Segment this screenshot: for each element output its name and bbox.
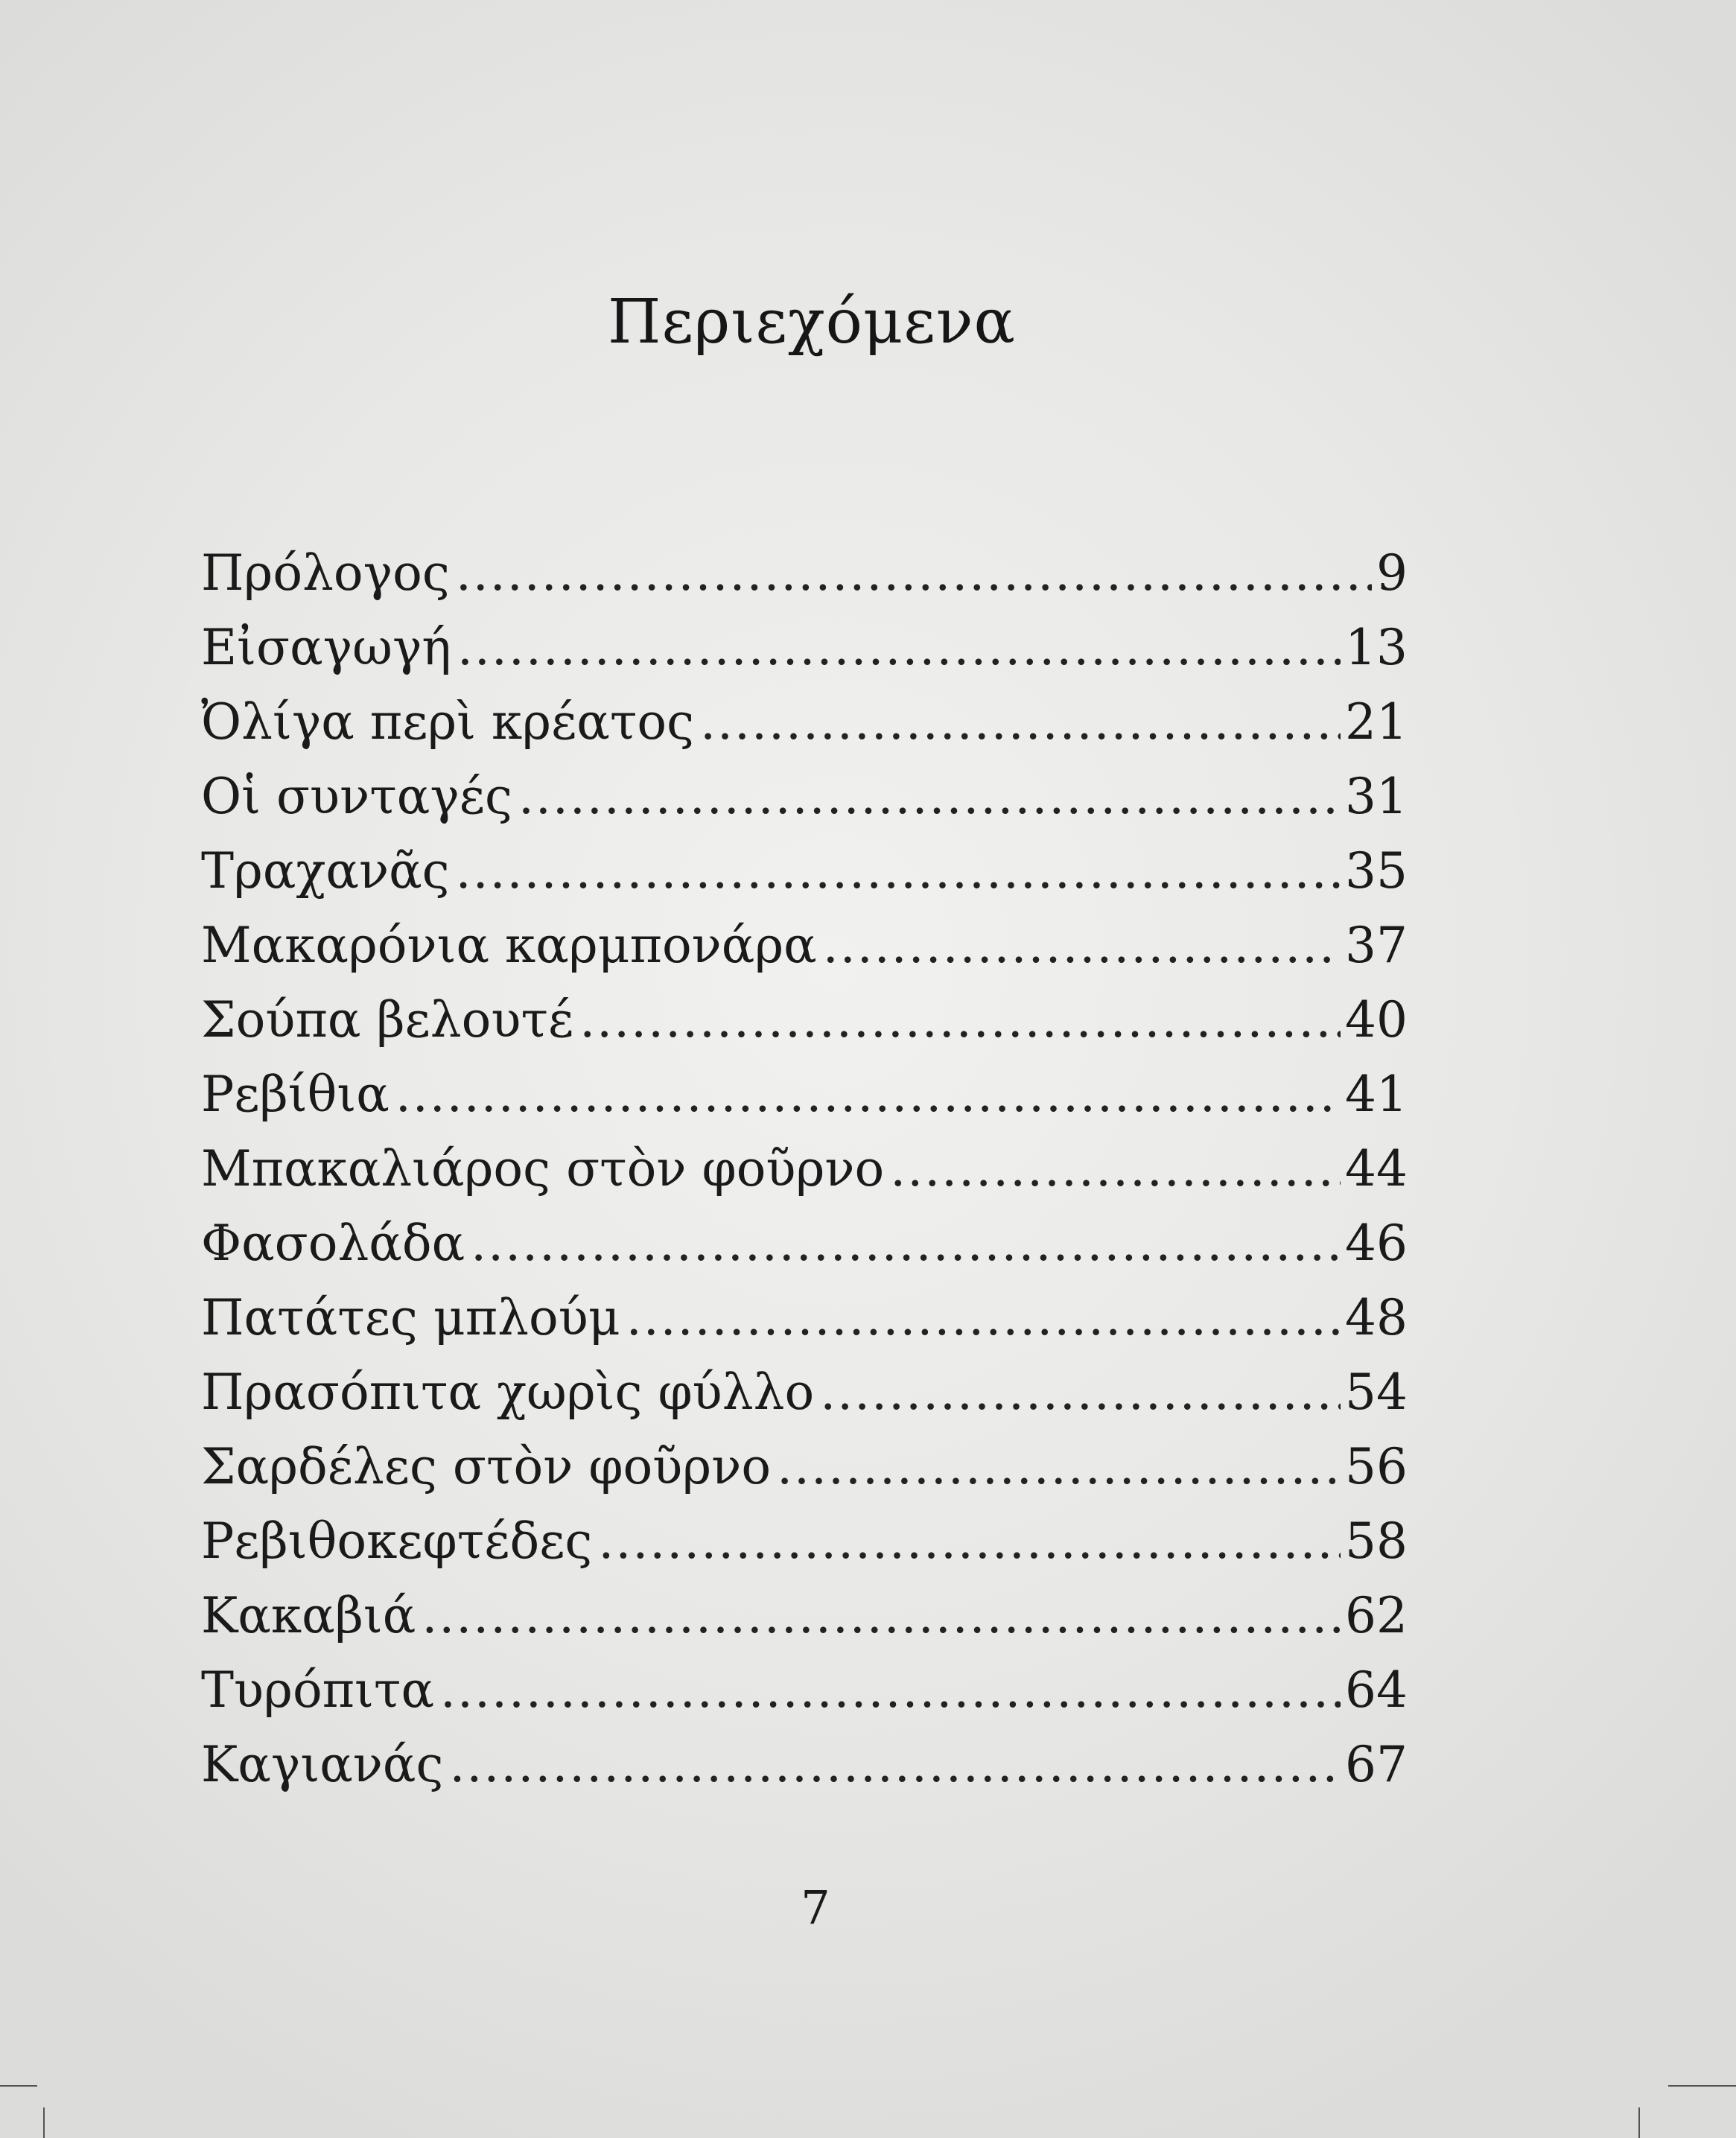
table-of-contents xyxy=(201,536,1408,1802)
toc-entry-page: 62 xyxy=(1345,1587,1408,1644)
toc-entry-title: Τραχανᾶς xyxy=(201,842,450,900)
page-title: Περιεχόμενα xyxy=(608,287,1016,357)
toc-entry xyxy=(201,1281,1408,1355)
toc-entry xyxy=(201,685,1408,760)
crop-tick-right xyxy=(1638,2107,1640,2138)
toc-leader-dots xyxy=(457,611,1341,685)
toc-entry-page: 37 xyxy=(1345,917,1408,974)
toc-leader-dots xyxy=(598,1504,1341,1579)
toc-entry-page: 48 xyxy=(1345,1289,1408,1346)
toc-entry-page: 13 xyxy=(1345,619,1408,676)
toc-entry xyxy=(201,1206,1408,1281)
toc-leader-dots xyxy=(471,1206,1341,1281)
toc-entry xyxy=(201,1579,1408,1653)
toc-entry-page: 31 xyxy=(1345,768,1408,825)
toc-entry-page: 44 xyxy=(1345,1140,1408,1197)
toc-entry xyxy=(201,1355,1408,1430)
toc-leader-dots xyxy=(456,536,1372,611)
toc-entry-page: 21 xyxy=(1345,693,1408,751)
toc-entry xyxy=(201,536,1408,611)
toc-entry-title: Πατάτες μπλούμ xyxy=(201,1289,620,1346)
toc-entry-page: 46 xyxy=(1345,1215,1408,1272)
toc-entry-title: Πρόλογος xyxy=(201,544,450,602)
toc-entry xyxy=(201,1132,1408,1206)
toc-entry-page: 40 xyxy=(1345,991,1408,1049)
toc-entry-page: 58 xyxy=(1345,1512,1408,1570)
toc-entry-title: Κακαβιά xyxy=(201,1587,416,1644)
toc-entry-title: Πρασόπιτα χωρὶς φύλλο xyxy=(201,1364,815,1421)
toc-entry-title: Καγιανάς xyxy=(201,1736,444,1793)
crop-tick-left xyxy=(43,2107,45,2138)
toc-leader-dots xyxy=(518,760,1341,834)
toc-leader-dots xyxy=(440,1653,1341,1728)
toc-entry-page: 54 xyxy=(1345,1364,1408,1421)
toc-entry xyxy=(201,834,1408,909)
toc-entry-title: Εἰσαγωγή xyxy=(201,619,451,676)
toc-leader-dots xyxy=(395,1057,1341,1132)
toc-entry xyxy=(201,909,1408,983)
crop-mark-left xyxy=(0,2085,37,2087)
toc-entry-page: 41 xyxy=(1345,1066,1408,1123)
toc-leader-dots xyxy=(579,983,1341,1057)
toc-entry xyxy=(201,1057,1408,1132)
toc-leader-dots xyxy=(456,834,1341,909)
toc-entry-title: Σαρδέλες στὸν φοῦρνο xyxy=(201,1438,772,1495)
toc-leader-dots xyxy=(422,1579,1341,1653)
toc-leader-dots xyxy=(449,1728,1341,1802)
toc-entry-page: 35 xyxy=(1345,842,1408,900)
toc-leader-dots xyxy=(823,909,1341,983)
toc-entry xyxy=(201,1728,1408,1802)
toc-entry-title: Σούπα βελουτέ xyxy=(201,991,574,1049)
toc-leader-dots xyxy=(890,1132,1341,1206)
toc-entry-page: 67 xyxy=(1345,1736,1408,1793)
toc-entry xyxy=(201,760,1408,834)
toc-entry-title: Ρεβίθια xyxy=(201,1066,390,1123)
toc-entry xyxy=(201,1653,1408,1728)
toc-entry-title: Φασολάδα xyxy=(201,1215,465,1272)
toc-entry-title: Τυρόπιτα xyxy=(201,1661,435,1719)
toc-leader-dots xyxy=(626,1281,1341,1355)
toc-entry xyxy=(201,611,1408,685)
page-number: 7 xyxy=(801,1880,830,1935)
crop-mark-right xyxy=(1668,2085,1736,2087)
toc-entry-title: Μπακαλιάρος στὸν φοῦρνο xyxy=(201,1140,885,1197)
toc-entry-title: Οἱ συνταγές xyxy=(201,768,512,825)
toc-leader-dots xyxy=(700,685,1341,760)
toc-leader-dots xyxy=(820,1355,1341,1430)
toc-leader-dots xyxy=(777,1430,1341,1504)
toc-entry-page: 56 xyxy=(1345,1438,1408,1495)
toc-entry xyxy=(201,983,1408,1057)
toc-entry-page: 64 xyxy=(1345,1661,1408,1719)
toc-entry-title: Ὀλίγα περὶ κρέατος xyxy=(201,693,695,751)
toc-entry-title: Ρεβιθοκεφτέδες xyxy=(201,1512,593,1570)
toc-entry xyxy=(201,1504,1408,1579)
toc-entry-page: 9 xyxy=(1376,544,1408,602)
toc-entry-title: Μακαρόνια καρμπονάρα xyxy=(201,917,817,974)
toc-entry xyxy=(201,1430,1408,1504)
